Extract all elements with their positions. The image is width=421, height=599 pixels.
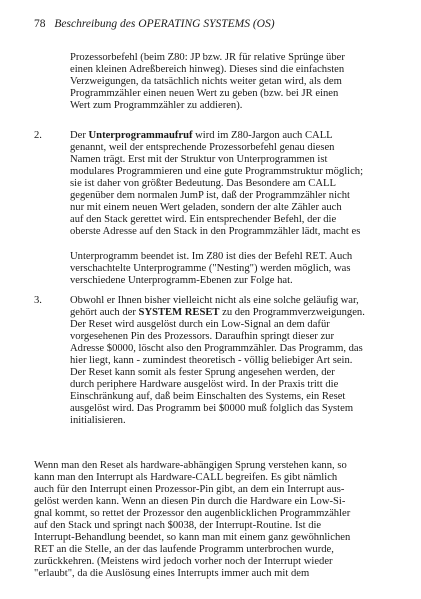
text-line: Adresse $0000, löscht also den Programmzähler. Das Programm, das [70, 343, 363, 354]
term-unterprogrammaufruf: Unterprogrammaufruf [88, 130, 193, 141]
text-line: zurückkehren. (Meistens wird jedoch vorher noch der Interrupt wieder [34, 556, 333, 567]
running-title: Beschreibung des OPERATING SYSTEMS (OS) [54, 18, 275, 30]
text-line: Verzweigungen, da tatsächlich nichts weiter getan wird, als dem [70, 76, 342, 87]
term-system-reset: SYSTEM RESET [138, 307, 220, 318]
text-line: Wenn man den Reset als hardware-abhängigen Sprung verstehen kann, so [34, 460, 347, 471]
text-line: Interrupt-Behandlung beendet, so kann man mit einem ganz gewöhnlichen [34, 532, 351, 543]
page-header [34, 18, 275, 30]
text-run: gehört auch der [70, 307, 139, 318]
text-line: Einschränkung auf, daß beim Einschalten des Systems, ein Reset [70, 391, 346, 402]
list-marker: 3. [34, 295, 42, 306]
text-run: zu den Programmverzweigungen. [219, 307, 365, 318]
text-line: verschachtelte Unterprogramme ("Nesting") werden möglich, was [70, 263, 351, 274]
text-line: gegenüber dem normalen JumP ist, daß der Programmzähler nicht [70, 190, 350, 201]
text-line: hier liegt, kann - zumindest theoretisch - völlig beliebiger Art sein. [70, 355, 353, 366]
text-line: auf den Stack und springt nach $0038, der Interrupt-Routine. Ist die [34, 520, 322, 531]
text-line: oberste Adresse auf den Stack in den Programmzähler lädt, macht es [70, 226, 361, 237]
text-line: gelöst werden kann. Wenn an diesen Pin durch die Hardware ein Low-Si- [34, 496, 346, 507]
text-line: verschiedene Unterprogramm-Ebenen zur Folge hat. [70, 275, 293, 286]
text-line: Namen trägt. Erst mit der Struktur von Unterprogrammen ist [70, 154, 328, 165]
text-run: Der [70, 130, 89, 141]
text-line: Der Reset kann somit als fester Sprung angesehen werden, der [70, 367, 335, 378]
text-line: Prozessorbefehl (beim Z80: JP bzw. JR für relative Sprünge über [70, 52, 345, 63]
text-line: auch für den Interrupt einen Prozessor-Pin gibt, an dem ein Interrupt aus- [34, 484, 345, 495]
text-line: kann man den Interrupt als Hardware-CALL begreifen. Es gibt nämlich [34, 472, 338, 483]
text-line: Wert zum Programmzähler zu addieren). [70, 100, 243, 111]
text-line: durch periphere Hardware ausgelöst wird. In der Praxis tritt die [70, 379, 339, 390]
text-line: "erlaubt", da die Auslösung eines Interrupts immer auch mit dem [34, 568, 310, 579]
text-line: auf den Stack gerettet wird. Ein entsprechender Befehl, der die [70, 214, 337, 225]
text-line: modulares Programmieren und eine gute Programmstruktur möglich; [70, 166, 364, 177]
text-line [70, 307, 365, 319]
text-line: Unterprogramm beendet ist. Im Z80 ist dies der Befehl RET. Auch [70, 251, 353, 262]
text-line: gnal kommt, so rettet der Prozessor den augenblicklichen Programmzähler [34, 508, 351, 519]
text-line: nur mit einem neuen Wert geladen, sondern der alte Zähler auch [70, 202, 342, 213]
text-line: genannt, weil der entsprechende Prozessorbefehl genau diesen [70, 142, 335, 153]
text-line: ausgelöst wird. Das Programm bei $0000 muß folglich das System [70, 403, 354, 414]
text-line: Programmzähler einen neuen Wert zu geben (bzw. bei JR einen [70, 88, 339, 99]
text-run: wird im Z80-Jargon auch CALL [192, 130, 333, 141]
text-line: einen kleinen Adreßbereich hinweg). Dieses sind die einfachsten [70, 64, 345, 75]
text-line: Obwohl er Ihnen bisher vielleicht nicht als eine solche geläufig war, [70, 295, 359, 306]
list-marker: 2. [34, 130, 42, 141]
text-line: initialisieren. [70, 415, 126, 426]
text-line: vorgesehenen Pin des Prozessors. Daraufhin springt dieser zur [70, 331, 334, 342]
page-number: 78 [34, 18, 46, 30]
text-line [70, 130, 333, 142]
text-line: Der Reset wird ausgelöst durch ein Low-Signal an dem dafür [70, 319, 330, 330]
text-line: sie ist daher von größter Bedeutung. Das Besondere am CALL [70, 178, 336, 189]
text-line: RET an die Stelle, an der das laufende Programm unterbrochen wurde, [34, 544, 334, 555]
